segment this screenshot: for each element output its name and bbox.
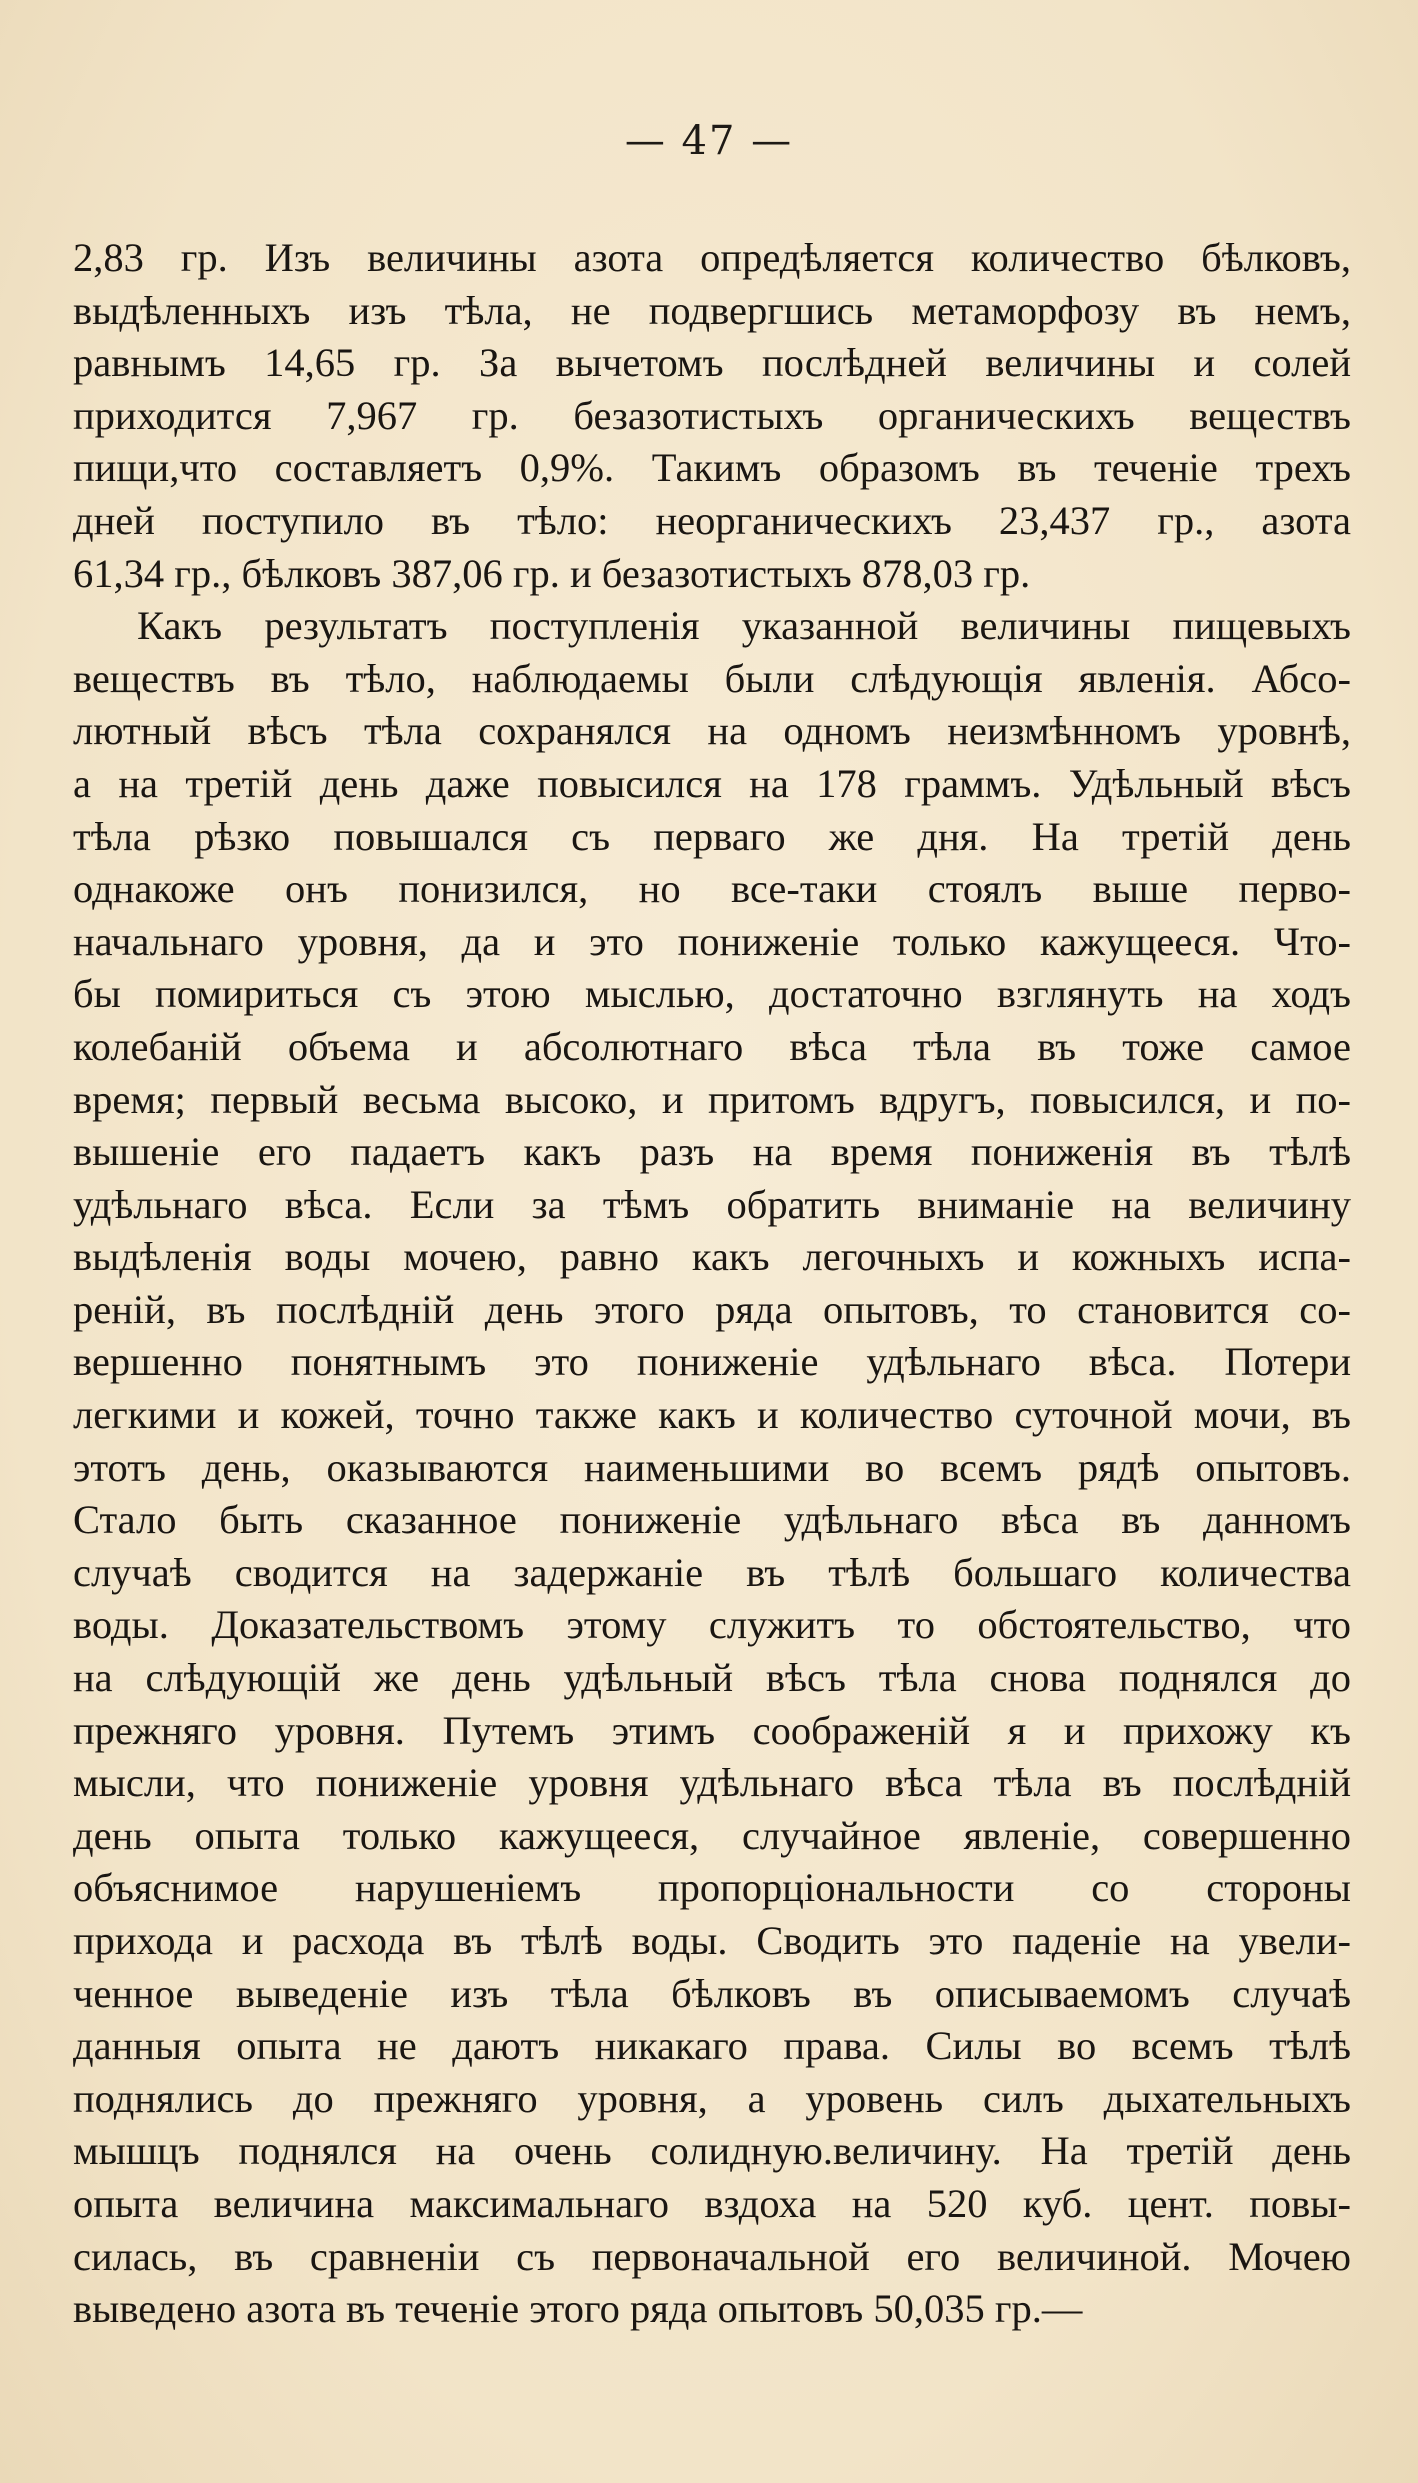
text-line: опыта величина максимальнаго вздоха на 520 куб. цент. повы- [73, 2180, 1351, 2226]
text-line: приходится 7,967 гр. безазотистыхъ органическихъ веществъ [73, 392, 1351, 438]
text-line: выведено азота въ теченіе этого ряда опытовъ 50,035 гр.— [73, 2286, 1083, 2332]
text-line: вершенно понятнымъ это пониженіе удѣльнаго вѣса. Потери [73, 1339, 1351, 1385]
paragraph-2 [73, 600, 1351, 2336]
text-line: ченное выведеніе изъ тѣла бѣлковъ въ описываемомъ случаѣ [73, 1970, 1351, 2016]
text-line: начальнаго уровня, да и это пониженіе только кажущееся. Что- [73, 918, 1351, 964]
text-line: Какъ результатъ поступленія указанной величины пищевыхъ [137, 603, 1351, 649]
text-line: этотъ день, оказываются наименьшими во всемъ рядѣ опытовъ. [73, 1444, 1351, 1490]
text-line: мышцъ поднялся на очень солидную.величину. На третій день [73, 2128, 1351, 2174]
text-line: бы помириться съ этою мыслью, достаточно взглянуть на ходъ [73, 971, 1351, 1017]
text-line: легкими и кожей, точно также какъ и количество суточной мочи, въ [73, 1392, 1351, 1438]
text-line: время; первый весьма высоко, и притомъ вдругъ, повысился, и по- [73, 1076, 1351, 1122]
text-line: 61,34 гр., бѣлковъ 387,06 гр. и безазотистыхъ 878,03 гр. [73, 550, 1031, 596]
text-line: удѣльнаго вѣса. Если за тѣмъ обратить вниманіе на величину [73, 1181, 1351, 1227]
text-line: Стало быть сказанное пониженіе удѣльнаго вѣса въ данномъ [73, 1497, 1351, 1543]
text-line: колебаній объема и абсолютнаго вѣса тѣла въ тоже самое [73, 1023, 1351, 1069]
text-line: воды. Доказательствомъ этому служитъ то обстоятельство, что [73, 1602, 1351, 1648]
text-line: случаѣ сводится на задержаніе въ тѣлѣ большаго количества [73, 1549, 1351, 1595]
text-line: пищи,что составляетъ 0,9%. Такимъ образомъ въ теченіе трехъ [73, 445, 1351, 491]
text-line: равнымъ 14,65 гр. За вычетомъ послѣдней величины и солей [73, 340, 1351, 386]
text-line: данныя опыта не даютъ никакаго права. Силы во всемъ тѣлѣ [73, 2023, 1351, 2069]
text-line: мысли, что пониженіе уровня удѣльнаго вѣса тѣла въ послѣдній [73, 1760, 1351, 1806]
text-line: силась, въ сравненіи съ первоначальной его величиной. Мочею [73, 2233, 1351, 2279]
text-line: день опыта только кажущееся, случайное явленіе, совершенно [73, 1812, 1351, 1858]
paragraph-1 [73, 232, 1351, 600]
text-line: объяснимое нарушеніемъ пропорціональности со стороны [73, 1865, 1351, 1911]
text-line: дней поступило въ тѣло: неорганическихъ 23,437 гр., азота [73, 497, 1351, 543]
text-line: на слѣдующій же день удѣльный вѣсъ тѣла снова поднялся до [73, 1655, 1351, 1701]
text-line: реній, въ послѣдній день этого ряда опытовъ, то становится со- [73, 1286, 1351, 1332]
text-line: 2,83 гр. Изъ величины азота опредѣляется количество бѣлковъ, [73, 235, 1351, 280]
text-line: прежняго уровня. Путемъ этимъ соображеній я и прихожу къ [73, 1707, 1351, 1753]
text-line: тѣла рѣзко повышался съ перваго же дня. На третій день [73, 813, 1351, 859]
text-line: выдѣленныхъ изъ тѣла, не подвергшись метаморфозу въ немъ, [73, 287, 1351, 333]
page-number: — 47 — [624, 118, 794, 164]
text-line: однакоже онъ понизился, но все-таки стоялъ выше перво- [73, 866, 1351, 912]
text-line: лютный вѣсъ тѣла сохранялся на одномъ неизмѣнномъ уровнѣ, [73, 708, 1351, 754]
text-line: прихода и расхода въ тѣлѣ воды. Сводить это паденіе на увели- [73, 1918, 1351, 1963]
text-line: вышеніе его падаетъ какъ разъ на время пониженія въ тѣлѣ [73, 1129, 1351, 1175]
text-line: а на третій день даже повысился на 178 граммъ. Удѣльный вѣсъ [73, 760, 1351, 806]
text-line: поднялись до прежняго уровня, а уровень силъ дыхательныхъ [73, 2075, 1351, 2121]
body-text [73, 232, 1351, 2336]
text-line: веществъ въ тѣло, наблюдаемы были слѣдующія явленія. Абсо- [73, 655, 1351, 701]
text-line: выдѣленія воды мочею, равно какъ легочныхъ и кожныхъ испа- [73, 1234, 1351, 1280]
